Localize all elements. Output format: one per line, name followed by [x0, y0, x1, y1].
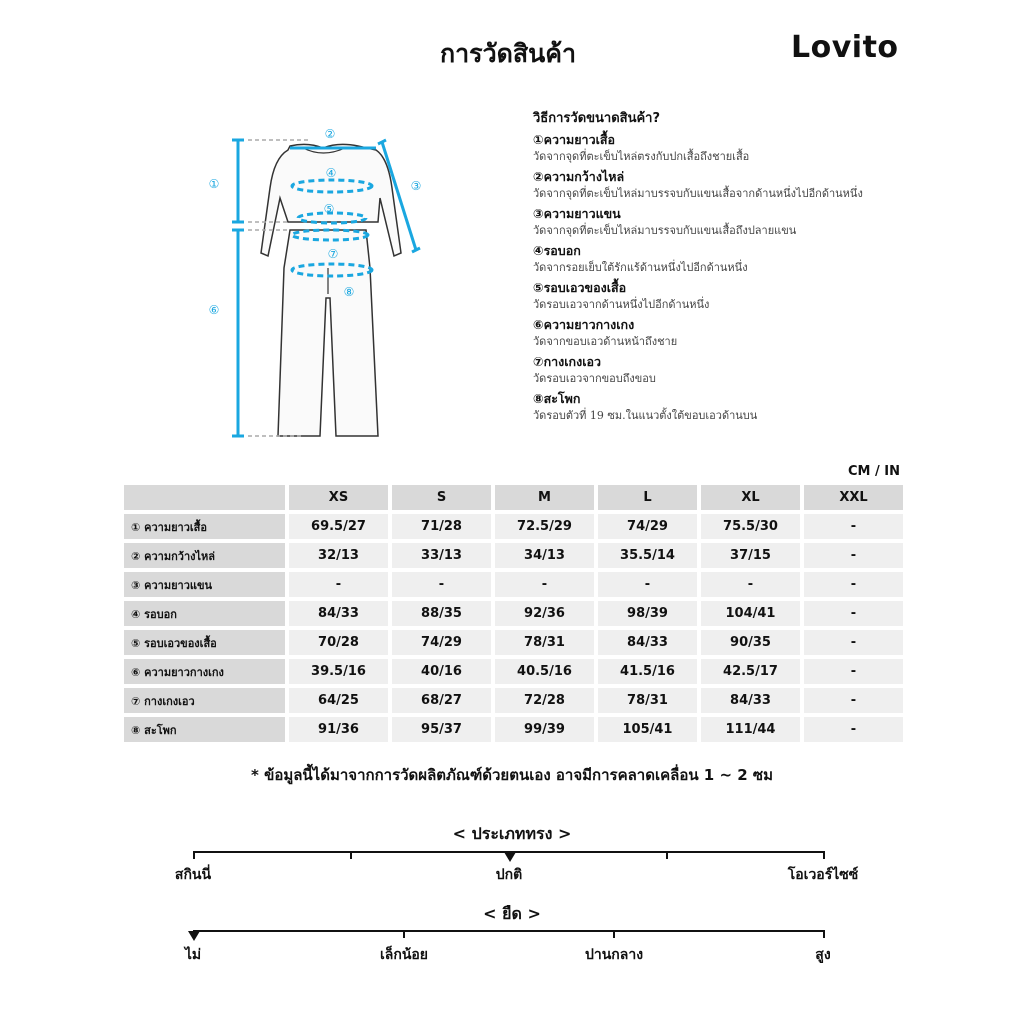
guide-item-label: ⑧สะโพก	[533, 391, 581, 406]
table-cell: 40/16	[392, 659, 491, 684]
table-cell: 70/28	[289, 630, 388, 655]
guide-item	[533, 242, 933, 276]
row-label: ③ ความยาวแขน	[124, 572, 285, 597]
row-label: ④ รอบอก	[124, 601, 285, 626]
fit-scale-title: < ประเภททรง >	[452, 824, 572, 843]
guide-item-label: ⑦กางเกงเอว	[533, 354, 602, 369]
stretch-scale-tick	[613, 930, 615, 938]
table-cell: -	[804, 659, 903, 684]
table-cell: -	[804, 630, 903, 655]
guide-item-label: ④รอบอก	[533, 243, 581, 258]
fit-scale-tick	[350, 851, 352, 859]
size-header: XS	[289, 485, 388, 510]
guide-item	[533, 316, 933, 350]
stretch-scale-tick	[403, 930, 405, 938]
guide-item-desc: วัดรอบเอวจากด้านหนึ่งไปอีกด้านหนึ่ง	[533, 298, 710, 311]
guide-item-desc: วัดจากขอบเอวด้านหน้าถึงชาย	[533, 335, 678, 348]
stretch-selected-marker	[188, 931, 200, 941]
table-cell: 37/15	[701, 543, 800, 568]
table-cell: 39.5/16	[289, 659, 388, 684]
table-row	[124, 543, 903, 568]
table-header-blank	[124, 485, 285, 510]
fit-label-skinny: สกินนี่	[174, 867, 212, 883]
guide-item-label: ①ความยาวเสื้อ	[533, 132, 615, 147]
table-body	[124, 514, 903, 742]
fit-label-regular: ปกติ	[495, 867, 523, 883]
fit-selected-marker	[504, 852, 516, 862]
table-cell: 111/44	[701, 717, 800, 742]
guide-item	[533, 168, 933, 202]
table-cell: 32/13	[289, 543, 388, 568]
table-row	[124, 630, 903, 655]
guide-item	[533, 279, 933, 313]
table-cell: 90/35	[701, 630, 800, 655]
marker-8: ⑧	[343, 285, 355, 299]
marker-2: ②	[324, 127, 336, 141]
table-cell: 84/33	[289, 601, 388, 626]
row-label: ⑦ กางเกงเอว	[124, 688, 285, 713]
table-cell: 84/33	[701, 688, 800, 713]
fit-scale-tick	[193, 851, 195, 859]
table-cell: 99/39	[495, 717, 594, 742]
table-cell: 91/36	[289, 717, 388, 742]
measurement-guide	[533, 107, 933, 427]
table-row	[124, 717, 903, 742]
table-cell: 105/41	[598, 717, 697, 742]
table-cell: 41.5/16	[598, 659, 697, 684]
guide-item	[533, 390, 933, 424]
guide-item-desc: วัดจากจุดที่ตะเข็บไหล่มาบรรจบกับแขนเสื้อถึงปลายแขน	[533, 224, 797, 237]
table-cell: 74/29	[392, 630, 491, 655]
row-label: ⑤ รอบเอวของเสื้อ	[124, 630, 285, 655]
table-cell: 92/36	[495, 601, 594, 626]
marker-6: ⑥	[208, 303, 220, 317]
table-cell: 72/28	[495, 688, 594, 713]
stretch-scale-title: < ยืด >	[483, 904, 541, 923]
marker-1: ①	[208, 177, 220, 191]
table-row	[124, 572, 903, 597]
table-cell: 64/25	[289, 688, 388, 713]
fit-scale-tick	[666, 851, 668, 859]
guide-item-label: ③ความยาวแขน	[533, 206, 621, 221]
table-cell: 33/13	[392, 543, 491, 568]
guide-item-label: ②ความกว้างไหล่	[533, 169, 625, 184]
table-cell: 42.5/17	[701, 659, 800, 684]
table-cell: -	[804, 601, 903, 626]
table-cell: -	[392, 572, 491, 597]
row-label: ⑧ สะโพก	[124, 717, 285, 742]
table-cell: 75.5/30	[701, 514, 800, 539]
guide-heading: วิธีการวัดขนาดสินค้า?	[533, 111, 661, 126]
table-cell: -	[495, 572, 594, 597]
table-cell: -	[701, 572, 800, 597]
stretch-label-high: สูง	[815, 947, 831, 963]
table-row	[124, 688, 903, 713]
measurement-note: * ข้อมูลนี้ได้มาจากการวัดผลิตภัณฑ์ด้วยตนเอง อาจมีการคลาดเคลื่อน 1 ~ 2 ซม	[251, 766, 773, 784]
table-cell: -	[804, 717, 903, 742]
table-header-row	[124, 485, 903, 510]
table-cell: 78/31	[495, 630, 594, 655]
stretch-label-medium: ปานกลาง	[584, 947, 644, 963]
table-cell: 88/35	[392, 601, 491, 626]
guide-item-desc: วัดรอบเอวจากขอบถึงขอบ	[533, 372, 656, 385]
table-cell: 95/37	[392, 717, 491, 742]
guide-item-desc: วัดรอบตัวที่ 19 ซม.ในแนวตั้งใต้ขอบเอวด้านบน	[533, 409, 758, 422]
unit-label: CM / IN	[848, 464, 900, 479]
row-label: ① ความยาวเสื้อ	[124, 514, 285, 539]
guide-item-label: ⑤รอบเอวของเสื้อ	[533, 280, 627, 295]
guide-item-label: ⑥ความยาวกางเกง	[533, 317, 635, 332]
table-cell: 69.5/27	[289, 514, 388, 539]
stretch-scale-tick	[823, 930, 825, 938]
table-cell: 34/13	[495, 543, 594, 568]
size-table	[120, 481, 907, 746]
stretch-label-slight: เล็กน้อย	[379, 947, 429, 963]
row-label: ② ความกว้างไหล่	[124, 543, 285, 568]
table-cell: 40.5/16	[495, 659, 594, 684]
table-cell: -	[804, 543, 903, 568]
row-label: ⑥ ความยาวกางเกง	[124, 659, 285, 684]
table-row	[124, 601, 903, 626]
measurement-diagram	[198, 118, 438, 448]
size-header: L	[598, 485, 697, 510]
outfit-illustration	[198, 118, 438, 448]
table-cell: -	[804, 688, 903, 713]
table-cell: 72.5/29	[495, 514, 594, 539]
marker-5: ⑤	[323, 202, 335, 216]
stretch-scale-line	[193, 930, 825, 932]
table-cell: -	[804, 572, 903, 597]
stretch-label-none: ไม่	[184, 947, 202, 963]
marker-7: ⑦	[327, 247, 339, 261]
table-cell: -	[804, 514, 903, 539]
marker-3: ③	[410, 179, 422, 193]
brand-logo: Lovito	[791, 30, 899, 65]
table-cell: 84/33	[598, 630, 697, 655]
guide-item-desc: วัดจากรอยเย็บใต้รักแร้ด้านหนึ่งไปอีกด้านหนึ่ง	[533, 261, 748, 274]
size-header: S	[392, 485, 491, 510]
size-header: XL	[701, 485, 800, 510]
guide-item	[533, 205, 933, 239]
table-cell: 35.5/14	[598, 543, 697, 568]
table-cell: 74/29	[598, 514, 697, 539]
table-cell: 104/41	[701, 601, 800, 626]
size-header: XXL	[804, 485, 903, 510]
fit-scale-tick	[823, 851, 825, 859]
table-row	[124, 659, 903, 684]
guide-item-desc: วัดจากจุดที่ตะเข็บไหล่ตรงกับปกเสื้อถึงชายเสื้อ	[533, 150, 750, 163]
table-cell: 71/28	[392, 514, 491, 539]
table-cell: 98/39	[598, 601, 697, 626]
guide-item-desc: วัดจากจุดที่ตะเข็บไหล่มาบรรจบกับแขนเสื้อจากด้านหนึ่งไปอีกด้านหนึ่ง	[533, 187, 863, 200]
size-header: M	[495, 485, 594, 510]
fit-label-oversize: โอเวอร์ไซซ์	[787, 867, 859, 883]
table-cell: -	[289, 572, 388, 597]
table-cell: 68/27	[392, 688, 491, 713]
table-row	[124, 514, 903, 539]
table-cell: 78/31	[598, 688, 697, 713]
guide-item	[533, 353, 933, 387]
guide-item	[533, 131, 933, 165]
page-title: การวัดสินค้า	[440, 39, 576, 68]
marker-4: ④	[325, 166, 337, 180]
table-cell: -	[598, 572, 697, 597]
